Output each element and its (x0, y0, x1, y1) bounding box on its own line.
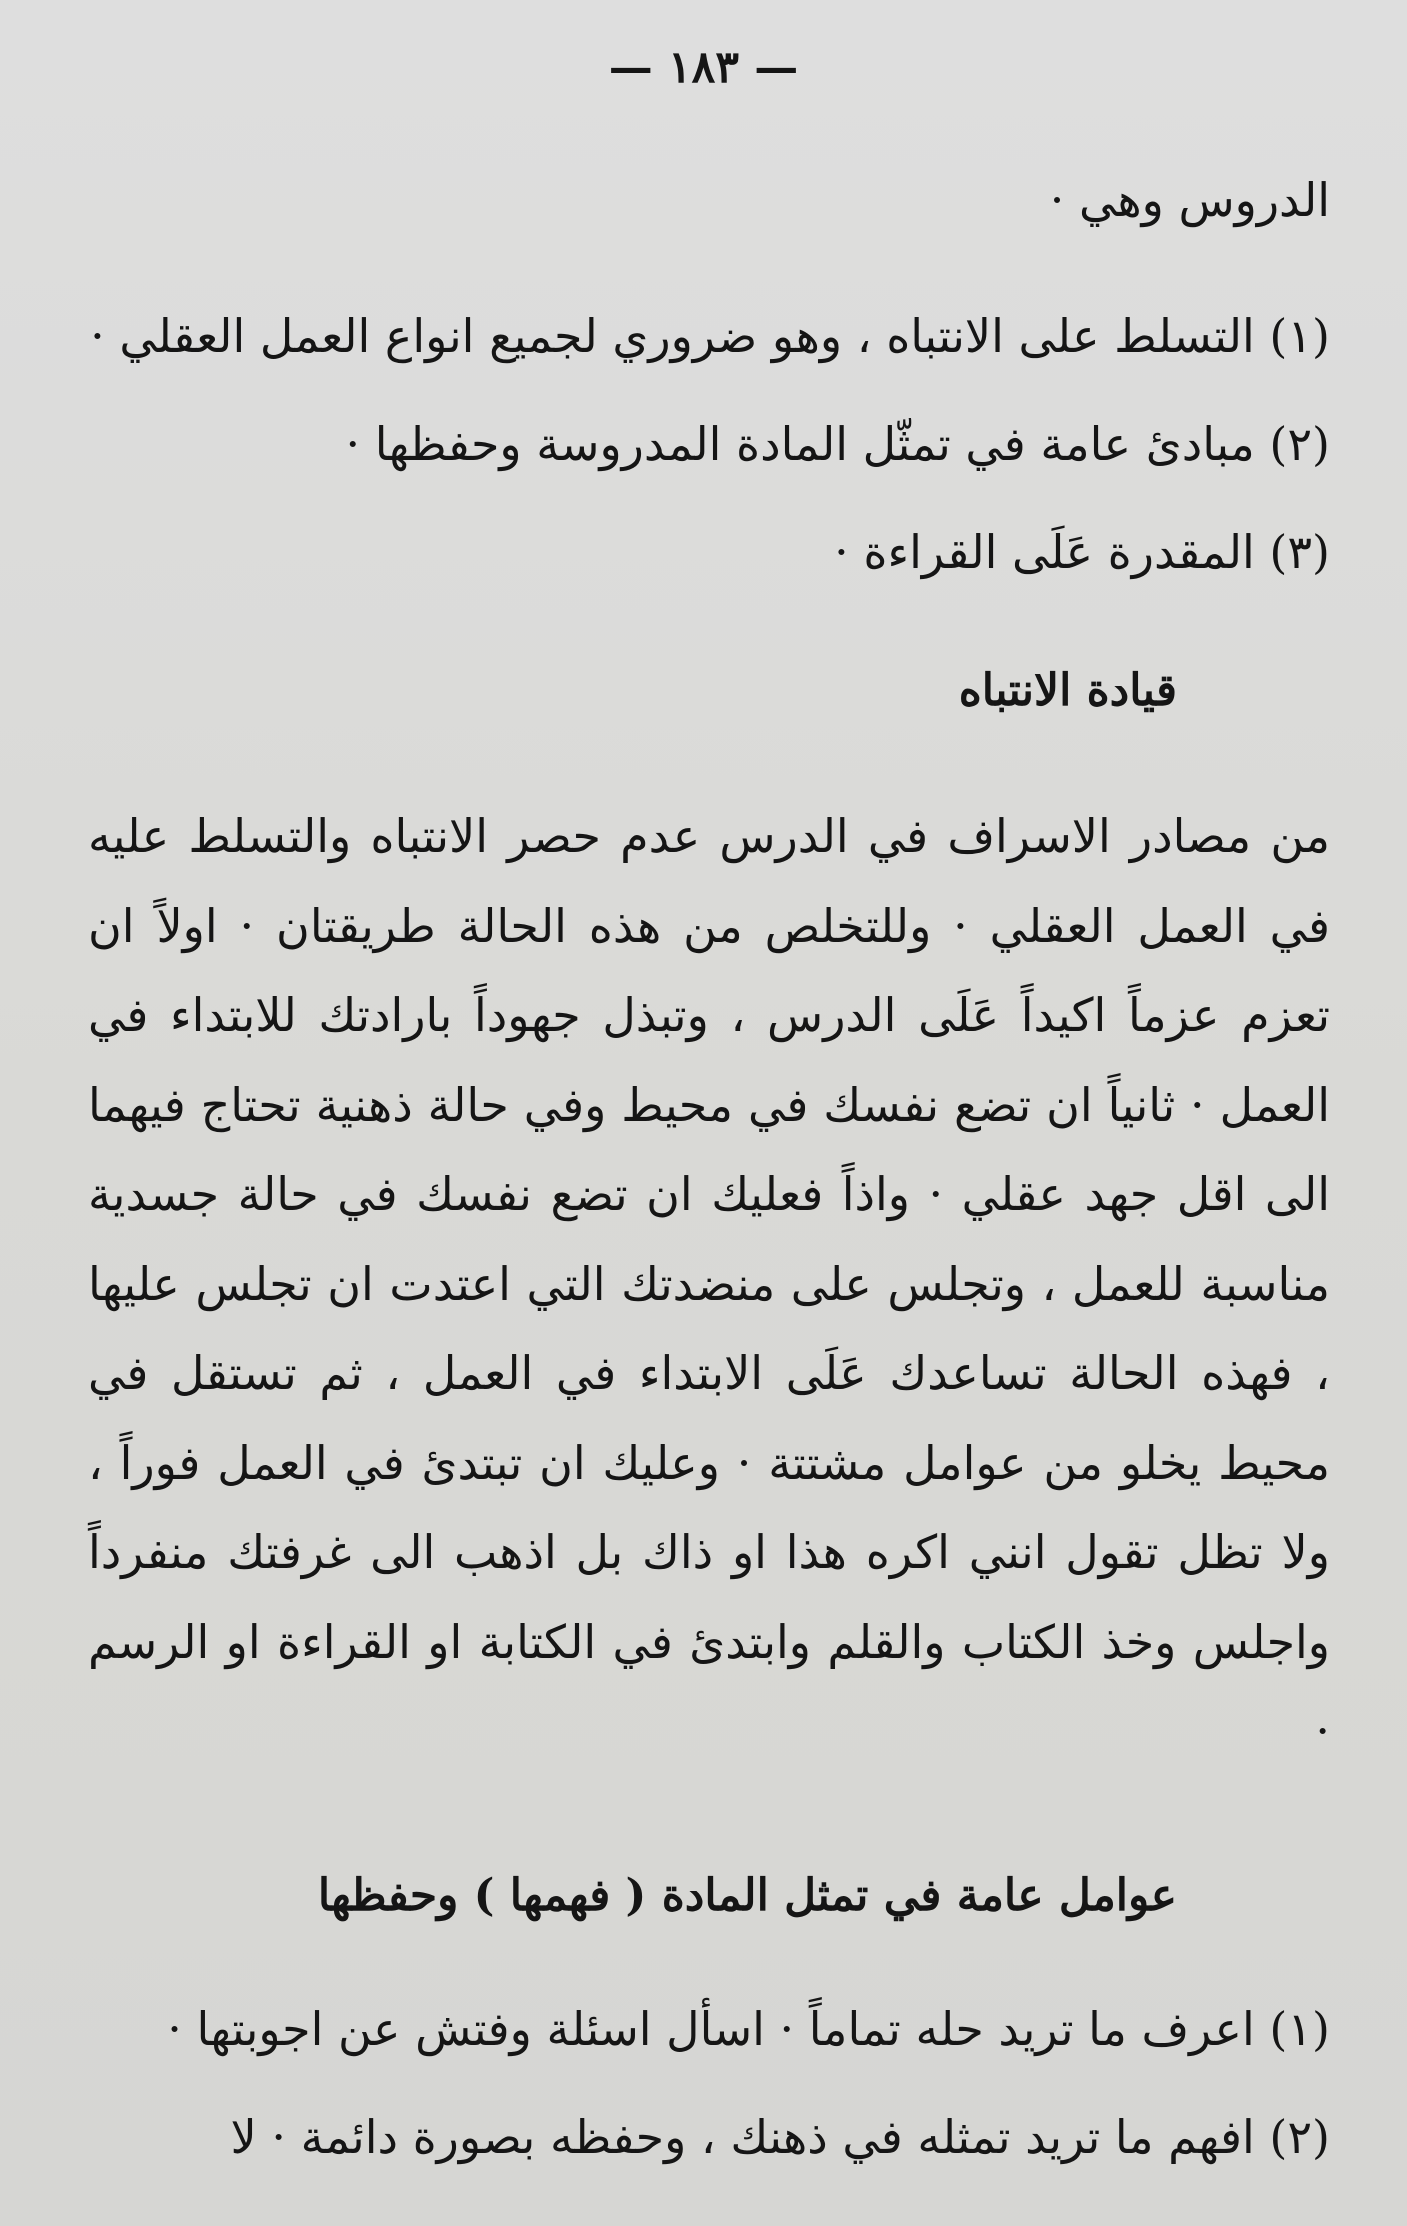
body-paragraph: من مصادر الاسراف في الدرس عدم حصر الانتباه والتسلط عليه في العمل العقلي · وللتخلص من هذه الحالة طريقتان · اولاً ان تعزم عزماً اكيداً عَلَى الدرس ، وتبذل جهوداً بارادتك للابتداء في العمل · ثانياً ان تضع نفسك في محيط وفي حالة ذهنية تحتاج فيهما الى اقل جهد عقلي · واذاً فعليك ان تضع نفسك في حالة جسدية مناسبة للعمل ، وتجلس على منضدتك التي اعتدت ان تجلس عليها ، فهذه الحالة تساعدك عَلَى الابتداء في العمل ، ثم تستقل في محيط يخلو من عوامل مشتتة · وعليك ان تبتدئ في العمل فوراً ، ولا تظل تقول انني اكره هذا او ذاك بل اذهب الى غرفتك منفرداً واجلس وخذ الكتاب والقلم وابتدئ في الكتابة او القراءة او الرسم · (88, 809, 1330, 1758)
second-section-heading: عوامل عامة في تمثل المادة ( فهمها ) وحفظها (317, 1870, 1177, 1921)
intro-line: الدروس وهي · (1049, 173, 1330, 227)
list-item: (١) التسلط على الانتباه ، وهو ضروري لجميع انواع العمل العقلي · (90, 309, 1330, 363)
list-item: (٢) افهم ما تريد تمثله في ذهنك ، وحفظه بصورة دائمة · لا (230, 2110, 1330, 2164)
list-item: (٢) مبادئ عامة في تمثّل المادة المدروسة وحفظها · (345, 417, 1330, 471)
bottom-list (88, 1975, 1330, 2191)
top-list (88, 282, 1330, 606)
section-heading: قيادة الانتباه (958, 665, 1177, 716)
list-item: (١) اعرف ما تريد حله تماماً · اسأل اسئلة وفتش عن اجوبتها · (167, 2002, 1330, 2056)
page-number: — ١٨٣ — (608, 42, 799, 93)
list-item: (٣) المقدرة عَلَى القراءة · (834, 525, 1330, 579)
